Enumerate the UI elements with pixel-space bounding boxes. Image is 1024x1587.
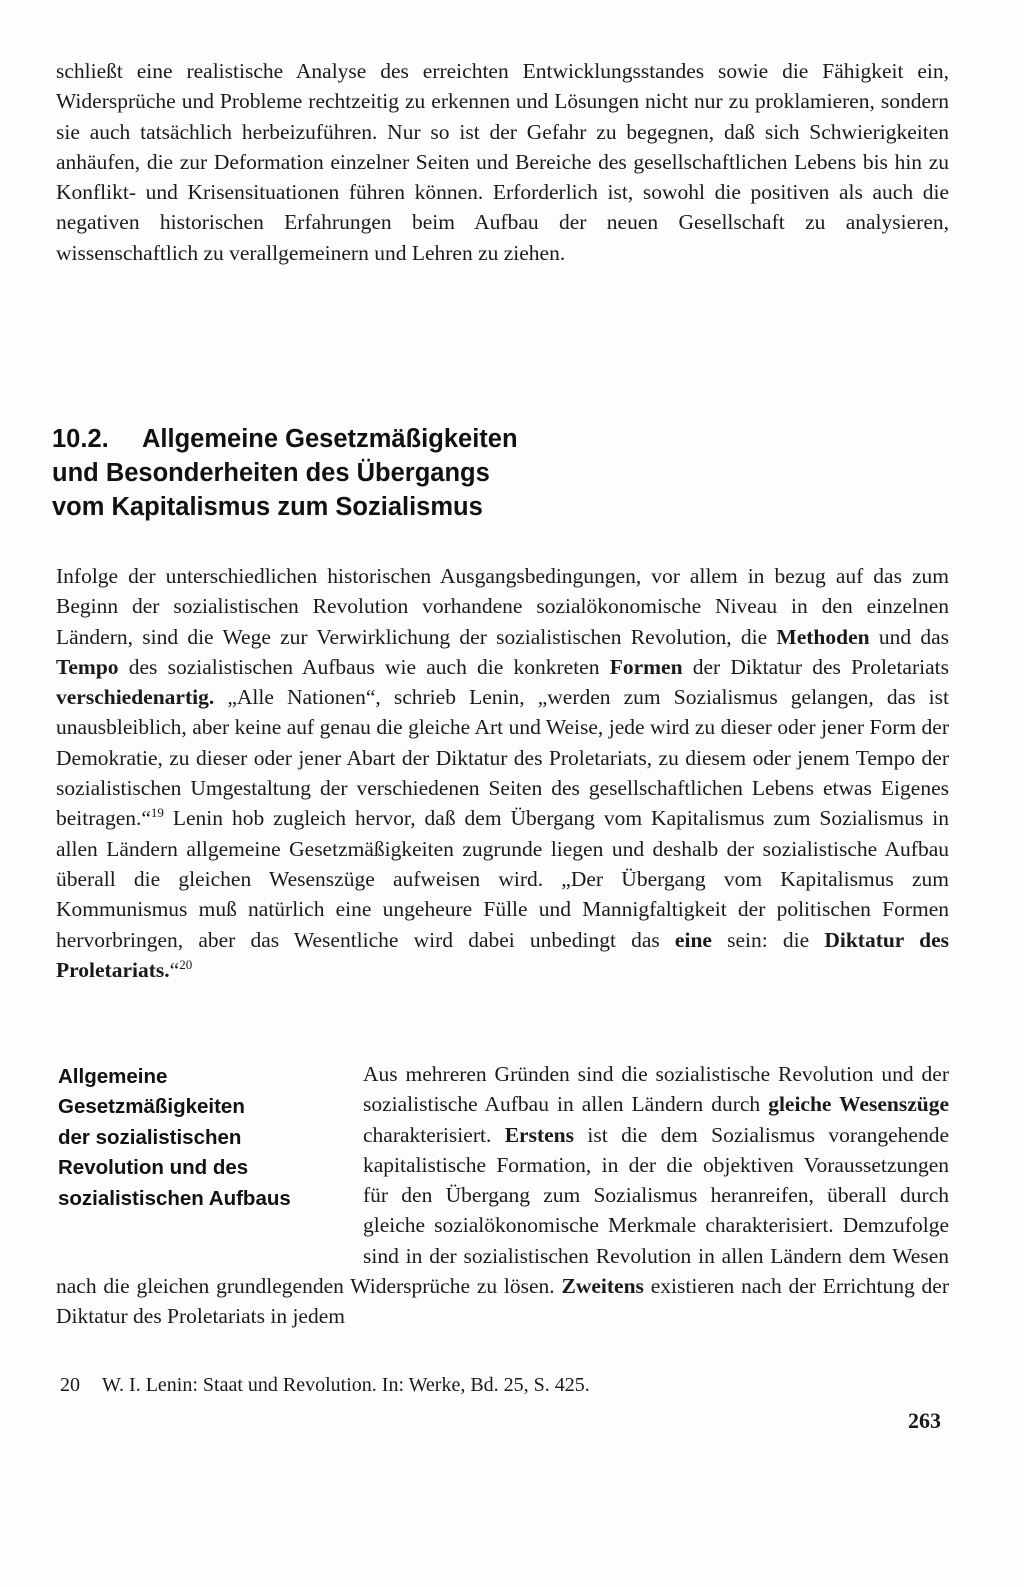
paragraph-3: Aus mehreren Gründen sind die sozialistische Revolution und der sozialistische Aufbau in allen Ländern durch gleiche Wesenszüge charakterisiert. Erstens ist die dem Sozialismus vorangehende kapitalistische Formation, in der die objektiven Voraussetzungen für den Übergang zum Sozialismus heranreifen, überall durch gleiche sozialökonomische Merkmale charakterisiert. Demzufolge sind in der sozialistischen Revolution in allen Ländern dem Wesen nach die gleichen grundlegenden Widersprüche zu lösen. Zweitens existieren nach der Errichtung der Diktatur des Proletariats in jedem: [56, 1059, 949, 1332]
section-number: 10.2.: [52, 425, 109, 453]
page-number: 263: [908, 1408, 941, 1433]
emphasis-verschiedenartig: verschiedenartig.: [56, 685, 215, 710]
section-title-part-3: vom Kapitalismus zum Sozialismus: [52, 493, 483, 521]
section-title-part-1: Allgemeine Gesetzmäßigkeiten: [142, 425, 518, 453]
emphasis-diktatur: Diktatur des Proletariats.: [56, 927, 950, 982]
section-heading: [52, 422, 672, 524]
section-title-part-2: und Besonderheiten des Übergangs: [52, 459, 490, 487]
paragraph-2: Infolge der unterschiedlichen historischen Ausgangsbedingungen, vor allem in bezug auf das zum Beginn der sozialistischen Revolution vorhandene sozialökonomische Niveau in den einzelnen Ländern, sind die Wege zur Verwirklichung der sozialistischen Revolution, die Methoden und das Tempo des sozialistischen Aufbaus wie auch die konkreten Formen der Diktatur des Proletariats verschiedenartig. „Alle Nationen“, schrieb Lenin, „werden zum Sozialismus gelangen, das ist unausbleiblich, aber keine auf genau die gleiche Art und Weise, jede wird zu dieser oder jener Form der Demokratie, zu dieser oder jener Abart der Diktatur des Proletariats, zu diesem oder jenem Tempo der sozialistischen Umgestaltung der verschiedenen Seiten des gesellschaftlichen Lebens etwas Eigenes beitragen.“$^{19}$ Lenin hob zugleich hervor, daß dem Übergang vom Kapitalismus zum Sozialismus in allen Ländern allgemeine Gesetzmäßigkeiten zugrunde liegen und deshalb der sozialistische Aufbau überall die gleichen Wesenszüge aufweisen wird. „Der Übergang vom Kapitalismus zum Kommunismus muß natürlich eine ungeheure Fülle und Mannigfaltigkeit der politischen Formen hervorbringen, aber das Wesentliche wird dabei unbedingt das eine sein: die Diktatur des Proletariats.“$^{20}$: [56, 564, 950, 982]
paragraph-1: schließt eine realistische Analyse des erreichten Entwicklungsstandes sowie die Fähigkeit ein, Widersprüche und Probleme rechtzeitig zu erkennen und Lösungen nicht nur zu proklamieren, sondern sie auch tatsächlich herbeizuführen. Nur so ist der Gefahr zu begegnen, daß sich Schwierigkeiten anhäufen, die zur Deformation einzelner Seiten und Bereiche des gesellschaftlichen Lebens bis hin zu Konflikt- und Krisensituationen führen können. Erforderlich ist, sowohl die positiven als auch die negativen historischen Erfahrungen beim Aufbau der neuen Gesellschaft zu analysieren, wissenschaftlich zu verallgemeinern und Lehren zu ziehen.: [56, 59, 949, 265]
marginal-heading-line: sozialistischen Aufbaus: [58, 1186, 291, 1210]
section-heading-line-1: [52, 422, 672, 456]
marginal-heading-line: der sozialistischen: [58, 1125, 242, 1149]
footnote-ref-20: 20: [179, 956, 193, 972]
footnote: [60, 1370, 590, 1400]
marginal-heading-line: Gesetzmäßigkeiten: [58, 1095, 245, 1119]
emphasis-methoden: Methoden: [776, 624, 870, 649]
footnote-number: 20: [60, 1374, 80, 1396]
emphasis-tempo: Tempo: [56, 654, 119, 679]
emphasis-eine: eine: [674, 927, 712, 952]
marginal-heading-line: Revolution und des: [58, 1156, 249, 1180]
marginal-heading-line: Allgemeine: [58, 1065, 168, 1088]
emphasis-gleiche-wesenszuege: gleiche Wesenszüge: [768, 1092, 949, 1117]
footnote-ref-19: 19: [150, 805, 164, 821]
marginal-spacer: [56, 1059, 363, 1241]
footnote-text: W. I. Lenin: Staat und Revolution. In: Werke, Bd. 25, S. 425.: [102, 1374, 590, 1396]
emphasis-formen: Formen: [609, 654, 683, 679]
emphasis-zweitens: Zweitens: [561, 1274, 644, 1299]
emphasis-erstens: Erstens: [504, 1122, 574, 1147]
